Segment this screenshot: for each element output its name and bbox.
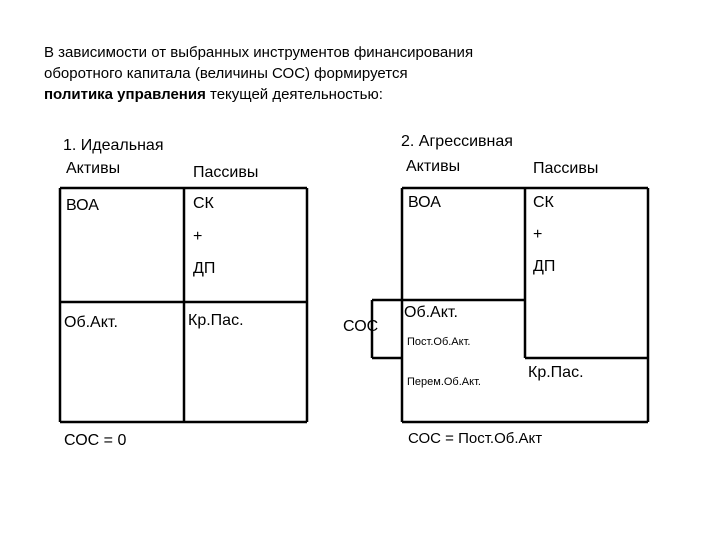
aggr-sos-label: СОС (343, 318, 379, 335)
aggr-variable-current-assets: Перем.Об.Акт. (407, 376, 481, 388)
aggr-current-assets: Об.Акт. (404, 304, 458, 321)
intro-line-2: оборотного капитала (величины СОС) формируется (44, 65, 408, 82)
intro-line-1: В зависимости от выбранных инструментов финансирования (44, 44, 474, 61)
ideal-assets-header: Активы (66, 160, 121, 177)
ideal-fixed-assets: ВОА (66, 197, 99, 214)
intro-rest: текущей деятельностью: (205, 86, 383, 103)
ideal-equity: СК (193, 195, 214, 212)
intro-bold: политика управления (44, 86, 206, 103)
ideal-liabilities-header: Пассивы (193, 164, 259, 181)
ideal-title: 1. Идеальная (63, 137, 164, 154)
aggr-long-term-debt: ДП (533, 258, 556, 275)
aggr-permanent-current-assets: Пост.Об.Акт. (407, 336, 471, 348)
aggr-short-term-liabilities: Кр.Пас. (528, 364, 584, 381)
aggr-title: 2. Агрессивная (401, 133, 513, 150)
aggr-equity: СК (533, 194, 554, 211)
ideal-current-assets: Об.Акт. (64, 314, 118, 331)
ideal-long-term-debt: ДП (193, 260, 216, 277)
aggr-plus: + (533, 226, 543, 243)
aggr-liabilities-header: Пассивы (533, 160, 599, 177)
aggr-fixed-assets: ВОА (408, 194, 441, 211)
aggr-result: СОС = Пост.Об.Акт (408, 430, 543, 447)
ideal-short-term-liabilities: Кр.Пас. (188, 312, 244, 329)
ideal-plus: + (193, 228, 203, 245)
ideal-result: СОС = 0 (64, 432, 127, 449)
aggr-assets-header: Активы (406, 158, 461, 175)
